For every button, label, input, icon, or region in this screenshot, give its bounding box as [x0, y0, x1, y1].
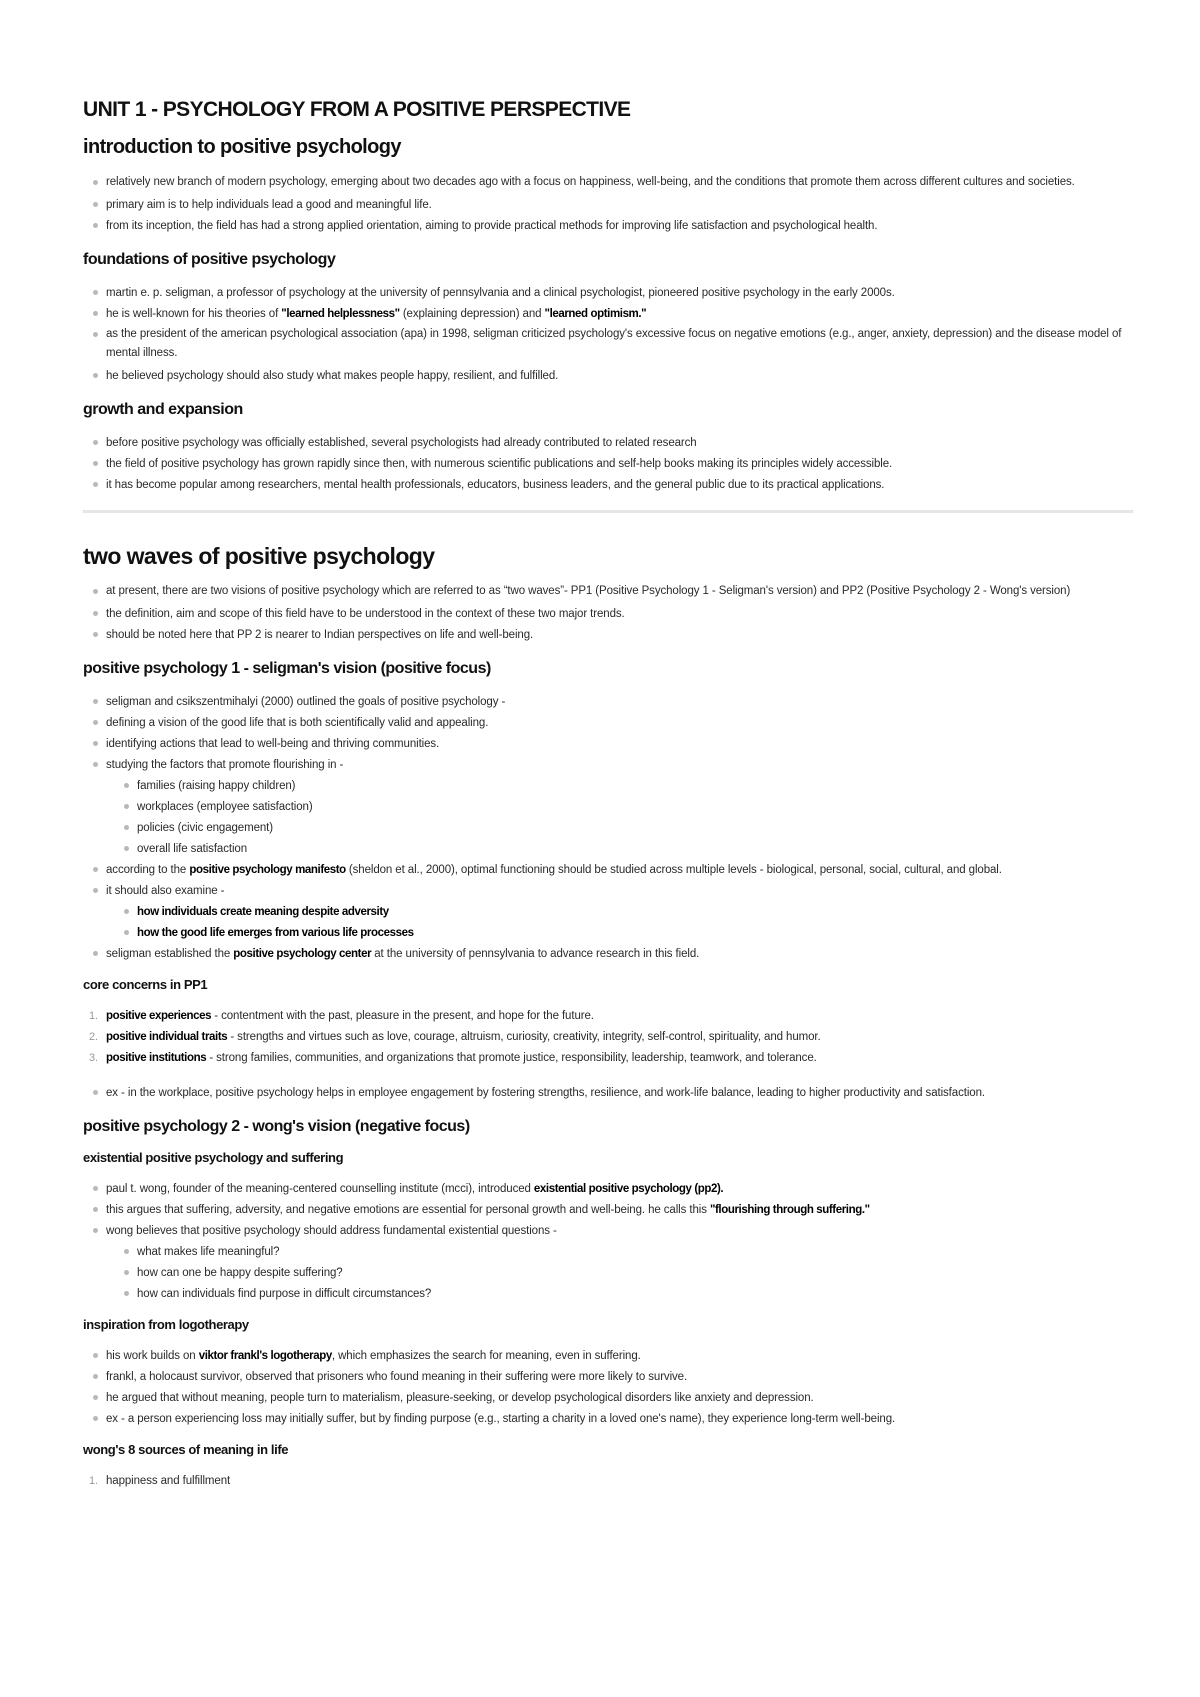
- examine-sublist: [106, 902, 1133, 944]
- list-item: he argued that without meaning, people turn to materialism, pleasure-seeking, or develop psychological disorders like anxiety and depression.: [106, 1388, 1133, 1409]
- waves-list: [83, 582, 1133, 646]
- list-item: he is well-known for his theories of "learned helplessness" (explaining depression) and "learned optimism.": [106, 304, 1133, 325]
- list-item: wong believes that positive psychology should address fundamental existential questions - what makes life meaningful? how can one be happy despite suffering? how can individuals find purpose in difficult circumstances?: [106, 1221, 1133, 1305]
- growth-heading: growth and expansion: [83, 401, 243, 418]
- pp2-subheading: existential positive psychology and suffering: [83, 1150, 344, 1165]
- list-item: it has become popular among researchers, mental health professionals, educators, business leaders, and the general public due to its practical applications.: [106, 475, 1133, 496]
- intro-list: [83, 173, 1133, 237]
- intro-heading: introduction to positive psychology: [83, 136, 401, 158]
- document-page: [83, 92, 1133, 1496]
- sublist-item: overall life satisfaction: [137, 839, 1133, 860]
- list-item: he believed psychology should also study what makes people happy, resilient, and fulfilled.: [106, 366, 1133, 387]
- list-item: as the president of the american psychological association (apa) in 1998, seligman criticized psychology's excessive focus on negative emotions (e.g., anger, anxiety, depression) and the disease model of mental illness.: [106, 325, 1133, 363]
- growth-list: [83, 433, 1133, 496]
- list-item: primary aim is to help individuals lead a good and meaningful life.: [106, 195, 1133, 216]
- list-item: paul t. wong, founder of the meaning-centered counselling institute (mcci), introduced existential positive psychology (pp2).: [106, 1179, 1133, 1200]
- core-example-list: [83, 1083, 1133, 1104]
- numbered-item: positive individual traits - strengths and virtues such as love, courage, altruism, curiosity, creativity, integrity, self-control, spirituality, and humor.: [106, 1031, 821, 1043]
- list-item: identifying actions that lead to well-being and thriving communities.: [106, 734, 1133, 755]
- list-item: seligman established the positive psychology center at the university of pennsylvania to advance research in this field.: [106, 944, 1133, 965]
- sublist-item: how individuals create meaning despite adversity: [137, 902, 1133, 923]
- list-item: according to the positive psychology manifesto (sheldon et al., 2000), optimal functioning should be studied across multiple levels - biological, personal, social, cultural, and global.: [106, 860, 1133, 881]
- sources-list: [83, 1471, 1133, 1492]
- logotherapy-list: [83, 1346, 1133, 1430]
- foundations-heading: foundations of positive psychology: [83, 251, 336, 268]
- waves-heading: two waves of positive psychology: [83, 543, 435, 569]
- questions-sublist: [106, 1242, 1133, 1305]
- section-divider: [83, 510, 1133, 513]
- sublist-item: how can one be happy despite suffering?: [137, 1263, 1133, 1284]
- numbered-item: positive experiences - contentment with the past, pleasure in the present, and hope for the future.: [106, 1010, 594, 1022]
- list-item: the field of positive psychology has grown rapidly since then, with numerous scientific publications and self-help books making its principles widely accessible.: [106, 454, 1133, 475]
- list-item: his work builds on viktor frankl's logotherapy, which emphasizes the search for meaning, even in suffering.: [106, 1346, 1133, 1367]
- core-list: [83, 1006, 1133, 1069]
- list-item: studying the factors that promote flourishing in - families (raising happy children) workplaces (employee satisfaction) policies (civic engagement) overall life satisfaction: [106, 755, 1133, 860]
- pp2-heading: positive psychology 2 - wong's vision (negative focus): [83, 1118, 470, 1135]
- pp1-heading: positive psychology 1 - seligman's vision (positive focus): [83, 660, 491, 677]
- flourishing-sublist: [106, 776, 1133, 860]
- list-item: defining a vision of the good life that is both scientifically valid and appealing.: [106, 713, 1133, 734]
- numbered-item: happiness and fulfillment: [106, 1475, 231, 1487]
- core-heading: core concerns in PP1: [83, 977, 208, 992]
- list-item: this argues that suffering, adversity, and negative emotions are essential for personal growth and well-being. he calls this "flourishing through suffering.": [106, 1200, 1133, 1221]
- sublist-item: how the good life emerges from various life processes: [137, 923, 1133, 944]
- sublist-item: families (raising happy children): [137, 776, 1133, 797]
- sublist-item: policies (civic engagement): [137, 818, 1133, 839]
- list-item: relatively new branch of modern psychology, emerging about two decades ago with a focus on happiness, well-being, and the conditions that promote them across different cultures and societies.: [106, 173, 1133, 192]
- list-item: ex - in the workplace, positive psychology helps in employee engagement by fostering strengths, resilience, and work-life balance, leading to higher productivity and satisfaction.: [106, 1083, 1133, 1104]
- pp2-list: [83, 1179, 1133, 1305]
- list-item: at present, there are two visions of positive psychology which are referred to as “two waves”- PP1 (Positive Psychology 1 - Seligman's version) and PP2 (Positive Psychology 2 - Wong's version): [106, 582, 1133, 601]
- list-item: the definition, aim and scope of this field have to be understood in the context of these two major trends.: [106, 604, 1133, 625]
- unit-title: UNIT 1 - PSYCHOLOGY FROM A POSITIVE PERSPECTIVE: [83, 98, 631, 121]
- sublist-item: how can individuals find purpose in difficult circumstances?: [137, 1284, 1133, 1305]
- numbered-item: positive institutions - strong families, communities, and organizations that promote justice, responsibility, leadership, teamwork, and tolerance.: [106, 1052, 817, 1064]
- list-item: seligman and csikszentmihalyi (2000) outlined the goals of positive psychology -: [106, 692, 1133, 713]
- foundations-list: [83, 283, 1133, 387]
- list-item: from its inception, the field has had a strong applied orientation, aiming to provide practical methods for improving life satisfaction and psychological health.: [106, 216, 1133, 237]
- list-item: should be noted here that PP 2 is nearer to Indian perspectives on life and well-being.: [106, 625, 1133, 646]
- list-item: ex - a person experiencing loss may initially suffer, but by finding purpose (e.g., starting a charity in a loved one's name), they experience long-term well-being.: [106, 1409, 1133, 1430]
- pp1-list: [83, 692, 1133, 965]
- sublist-item: what makes life meaningful?: [137, 1242, 1133, 1263]
- sources-heading: wong's 8 sources of meaning in life: [83, 1442, 289, 1457]
- list-item: it should also examine - how individuals create meaning despite adversity how the good life emerges from various life processes: [106, 881, 1133, 944]
- list-item: before positive psychology was officially established, several psychologists had already contributed to related research: [106, 433, 1133, 454]
- list-item: frankl, a holocaust survivor, observed that prisoners who found meaning in their suffering were more likely to survive.: [106, 1367, 1133, 1388]
- list-item: martin e. p. seligman, a professor of psychology at the university of pennsylvania and a clinical psychologist, pioneered positive psychology in the early 2000s.: [106, 283, 1133, 304]
- sublist-item: workplaces (employee satisfaction): [137, 797, 1133, 818]
- logotherapy-heading: inspiration from logotherapy: [83, 1317, 249, 1332]
